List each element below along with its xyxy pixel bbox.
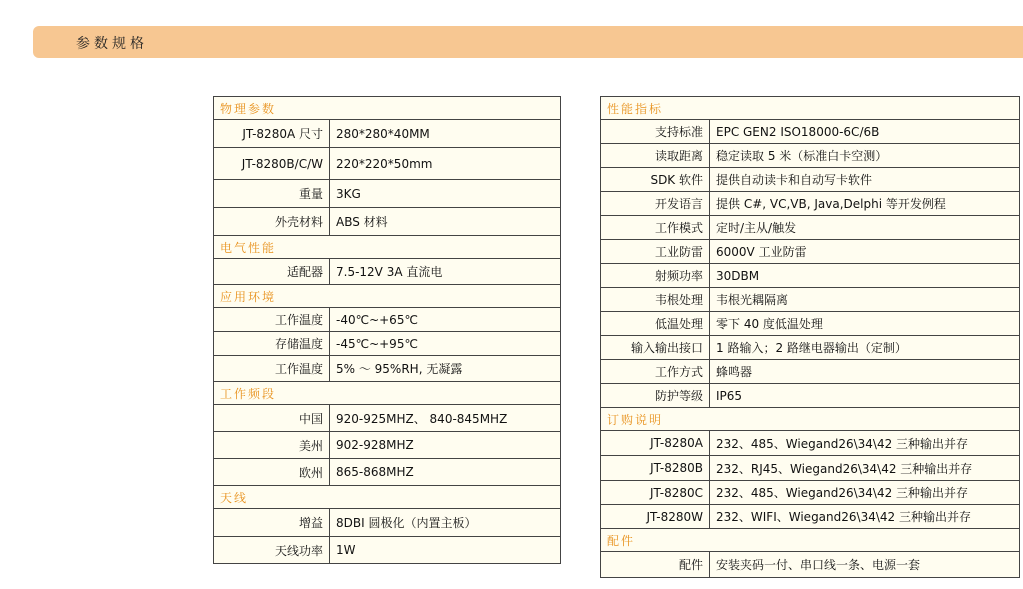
section-title: 应用环境 xyxy=(214,285,561,308)
spec-key: 存储温度 xyxy=(214,332,330,356)
spec-row xyxy=(214,180,561,208)
spec-row xyxy=(601,336,1020,360)
spec-key: 读取距离 xyxy=(601,144,710,168)
spec-row xyxy=(214,509,561,537)
section-title: 电气性能 xyxy=(214,236,561,259)
spec-row xyxy=(601,481,1020,505)
spec-key: 适配器 xyxy=(214,259,330,285)
spec-row xyxy=(214,405,561,432)
spec-key: JT-8280A 尺寸 xyxy=(214,120,330,148)
spec-row xyxy=(601,431,1020,456)
spec-value: 韦根光耦隔离 xyxy=(710,288,1020,312)
section-header-row xyxy=(214,97,561,120)
spec-value: -45℃~+95℃ xyxy=(330,332,561,356)
spec-key: 外壳材料 xyxy=(214,208,330,236)
spec-value: 220*220*50mm xyxy=(330,148,561,180)
spec-row xyxy=(601,552,1020,578)
spec-key: 低温处理 xyxy=(601,312,710,336)
spec-row xyxy=(214,332,561,356)
spec-value: 7.5-12V 3A 直流电 xyxy=(330,259,561,285)
spec-row xyxy=(214,259,561,285)
spec-value: 提供自动读卡和自动写卡软件 xyxy=(710,168,1020,192)
spec-value: 232、485、Wiegand26\34\42 三种输出并存 xyxy=(710,481,1020,505)
spec-key: 工业防雷 xyxy=(601,240,710,264)
spec-key: 工作方式 xyxy=(601,360,710,384)
section-title: 工作频段 xyxy=(214,382,561,405)
spec-value: 902-928MHZ xyxy=(330,432,561,459)
spec-value: 零下 40 度低温处理 xyxy=(710,312,1020,336)
spec-key: 中国 xyxy=(214,405,330,432)
spec-row xyxy=(601,384,1020,408)
spec-row xyxy=(214,459,561,486)
spec-row xyxy=(214,308,561,332)
section-header-row xyxy=(214,486,561,509)
section-title: 订购说明 xyxy=(601,408,1020,431)
section-header-row xyxy=(601,529,1020,552)
spec-key: 射频功率 xyxy=(601,264,710,288)
spec-value: ABS 材料 xyxy=(330,208,561,236)
spec-value: 蜂鸣器 xyxy=(710,360,1020,384)
section-banner xyxy=(33,26,1023,58)
spec-key: 韦根处理 xyxy=(601,288,710,312)
spec-row xyxy=(601,264,1020,288)
spec-row xyxy=(214,537,561,564)
section-header-row xyxy=(214,285,561,308)
spec-key: JT-8280A xyxy=(601,431,710,456)
spec-value: 280*280*40MM xyxy=(330,120,561,148)
spec-value: 3KG xyxy=(330,180,561,208)
section-title: 性能指标 xyxy=(601,97,1020,120)
spec-key: SDK 软件 xyxy=(601,168,710,192)
spec-key: 美州 xyxy=(214,432,330,459)
section-title: 天线 xyxy=(214,486,561,509)
spec-key: JT-8280W xyxy=(601,505,710,529)
spec-key: 配件 xyxy=(601,552,710,578)
left-spec-table xyxy=(213,96,561,564)
spec-row xyxy=(601,120,1020,144)
spec-value: 865-868MHZ xyxy=(330,459,561,486)
section-title: 物理参数 xyxy=(214,97,561,120)
spec-key: 工作温度 xyxy=(214,356,330,382)
spec-value: 232、RJ45、Wiegand26\34\42 三种输出并存 xyxy=(710,456,1020,481)
spec-value: 稳定读取 5 米（标准白卡空测） xyxy=(710,144,1020,168)
spec-key: 开发语言 xyxy=(601,192,710,216)
section-header-row xyxy=(214,236,561,259)
spec-row xyxy=(601,192,1020,216)
spec-value: -40℃~+65℃ xyxy=(330,308,561,332)
spec-value: 定时/主从/触发 xyxy=(710,216,1020,240)
section-title: 配件 xyxy=(601,529,1020,552)
spec-key: 欧州 xyxy=(214,459,330,486)
spec-row xyxy=(601,456,1020,481)
spec-value: 1W xyxy=(330,537,561,564)
spec-row xyxy=(214,148,561,180)
spec-value: 6000V 工业防雷 xyxy=(710,240,1020,264)
spec-value: 8DBI 圆极化（内置主板） xyxy=(330,509,561,537)
spec-key: 增益 xyxy=(214,509,330,537)
spec-key: 工作温度 xyxy=(214,308,330,332)
spec-key: 防护等级 xyxy=(601,384,710,408)
spec-value: 提供 C#, VC,VB, Java,Delphi 等开发例程 xyxy=(710,192,1020,216)
spec-key: 支持标准 xyxy=(601,120,710,144)
spec-row xyxy=(601,240,1020,264)
spec-row xyxy=(214,356,561,382)
spec-key: 输入输出接口 xyxy=(601,336,710,360)
spec-row xyxy=(601,216,1020,240)
spec-value: 5% ～ 95%RH, 无凝露 xyxy=(330,356,561,382)
spec-value: 920-925MHZ、 840-845MHZ xyxy=(330,405,561,432)
spec-key: 工作模式 xyxy=(601,216,710,240)
section-header-row xyxy=(601,408,1020,431)
spec-value: 安装夹码一付、串口线一条、电源一套 xyxy=(710,552,1020,578)
spec-key: 天线功率 xyxy=(214,537,330,564)
spec-key: 重量 xyxy=(214,180,330,208)
spec-row xyxy=(214,120,561,148)
section-header-row xyxy=(601,97,1020,120)
section-header-row xyxy=(214,382,561,405)
spec-value: 1 路输入；2 路继电器输出（定制） xyxy=(710,336,1020,360)
spec-row xyxy=(214,208,561,236)
spec-row xyxy=(601,360,1020,384)
spec-row xyxy=(601,168,1020,192)
spec-value: IP65 xyxy=(710,384,1020,408)
spec-row xyxy=(214,432,561,459)
spec-row xyxy=(601,144,1020,168)
spec-key: JT-8280B/C/W xyxy=(214,148,330,180)
right-spec-table xyxy=(600,96,1020,578)
spec-key: JT-8280C xyxy=(601,481,710,505)
spec-value: 232、485、Wiegand26\34\42 三种输出并存 xyxy=(710,431,1020,456)
spec-value: 232、WIFI、Wiegand26\34\42 三种输出并存 xyxy=(710,505,1020,529)
spec-value: 30DBM xyxy=(710,264,1020,288)
banner-title: 参数规格 xyxy=(76,36,148,52)
spec-row xyxy=(601,312,1020,336)
spec-key: JT-8280B xyxy=(601,456,710,481)
spec-row xyxy=(601,288,1020,312)
spec-row xyxy=(601,505,1020,529)
spec-value: EPC GEN2 ISO18000-6C/6B xyxy=(710,120,1020,144)
